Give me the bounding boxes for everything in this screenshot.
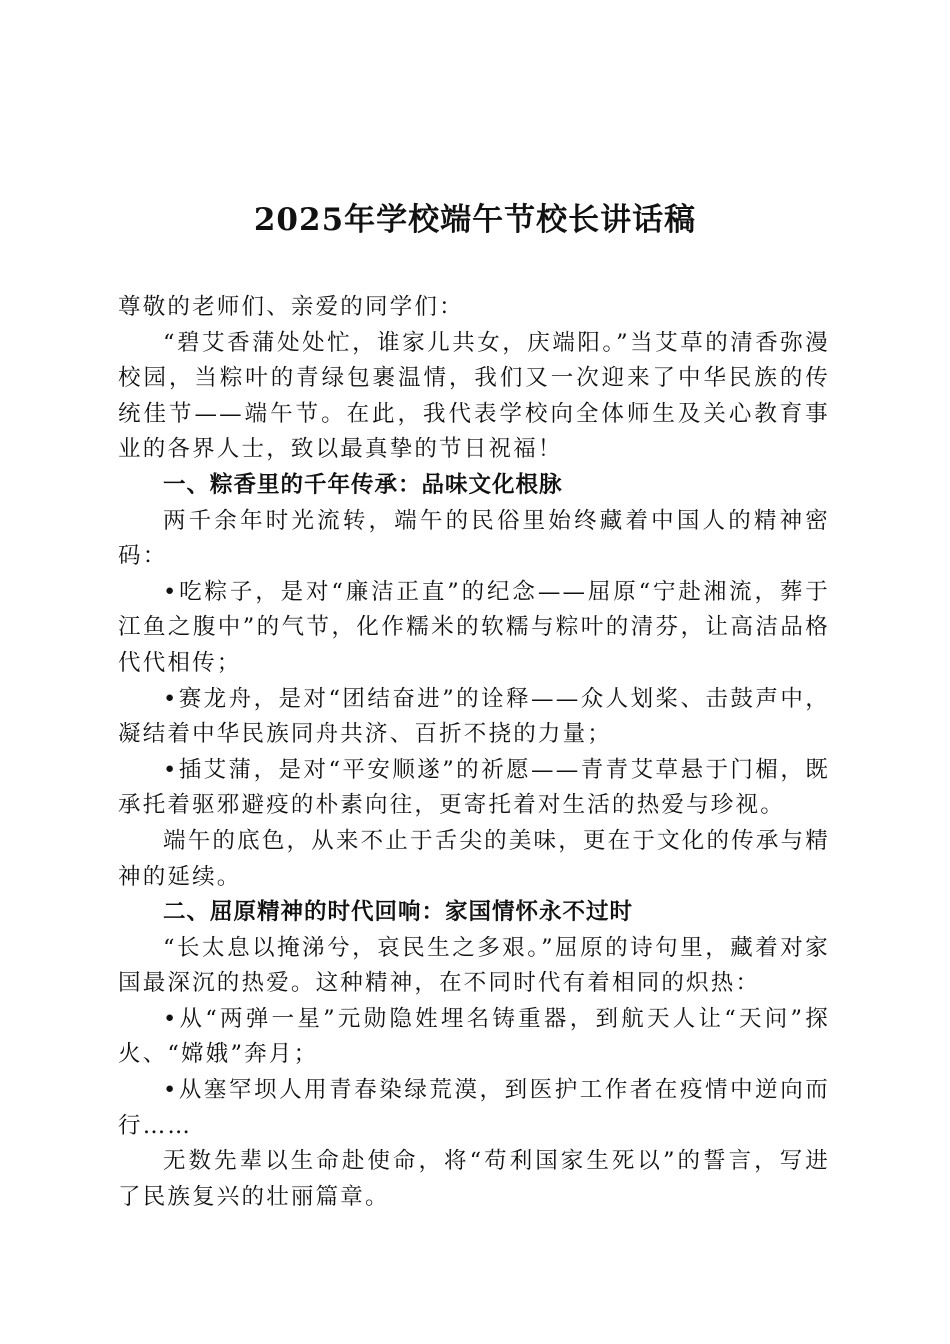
section-1-bullet: •吃粽子，是对“廉洁正直”的纪念——屈原“宁赴湘流，葬于江鱼之腹中”的气节，化作糯米的软糯与粽叶的清芬，让高洁品格代代相传； — [118, 578, 830, 676]
intro-paragraph: “碧艾香蒲处处忙，谁家儿共女，庆端阳。”当艾草的清香弥漫校园，当粽叶的青绿包裹温情，我们又一次迎来了中华民族的传统佳节——端午节。在此，我代表学校向全体师生及关心教育事业的各界人士，致以最真挚的节日祝福！ — [118, 329, 830, 463]
section-1-bullet: •赛龙舟，是对“团结奋进”的诠释——众人划桨、击鼓声中，凝结着中华民族同舟共济、百折不挠的力量； — [118, 685, 830, 748]
document-title: 2025年学校端午节校长讲话稿 — [253, 202, 697, 238]
section-2-lead: “长太息以掩涕兮，哀民生之多艰。”屈原的诗句里，藏着对家国最深沉的热爱。这种精神，在不同时代有着相同的炽热： — [118, 934, 830, 997]
document-body — [118, 290, 830, 1215]
greeting: 尊敬的老师们、亲爱的同学们： — [118, 294, 464, 320]
section-1-bullet: •插艾蒲，是对“平安顺遂”的祈愿——青青艾草悬于门楣，既承托着驱邪避疫的朴素向往，更寄托着对生活的热爱与珍视。 — [118, 756, 830, 819]
section-1-closing: 端午的底色，从来不止于舌尖的美味，更在于文化的传承与精神的延续。 — [118, 827, 830, 890]
section-2-heading: 二、屈原精神的时代回响：家国情怀永不过时 — [163, 899, 634, 926]
section-2-bullet: •从“两弹一星”元勋隐姓埋名铸重器，到航天人让“天问”探火、“嫦娥”奔月； — [118, 1005, 830, 1068]
section-1-lead: 两千余年时光流转，端午的民俗里始终藏着中国人的精神密码： — [118, 507, 830, 570]
section-2-closing: 无数先辈以生命赴使命，将“苟利国家生死以”的誓言，写进了民族复兴的壮丽篇章。 — [118, 1148, 830, 1210]
section-2-bullet: •从塞罕坝人用青春染绿荒漠，到医护工作者在疫情中逆向而行…… — [118, 1077, 830, 1139]
section-1-heading: 一、粽香里的千年传承：品味文化根脉 — [163, 471, 563, 498]
